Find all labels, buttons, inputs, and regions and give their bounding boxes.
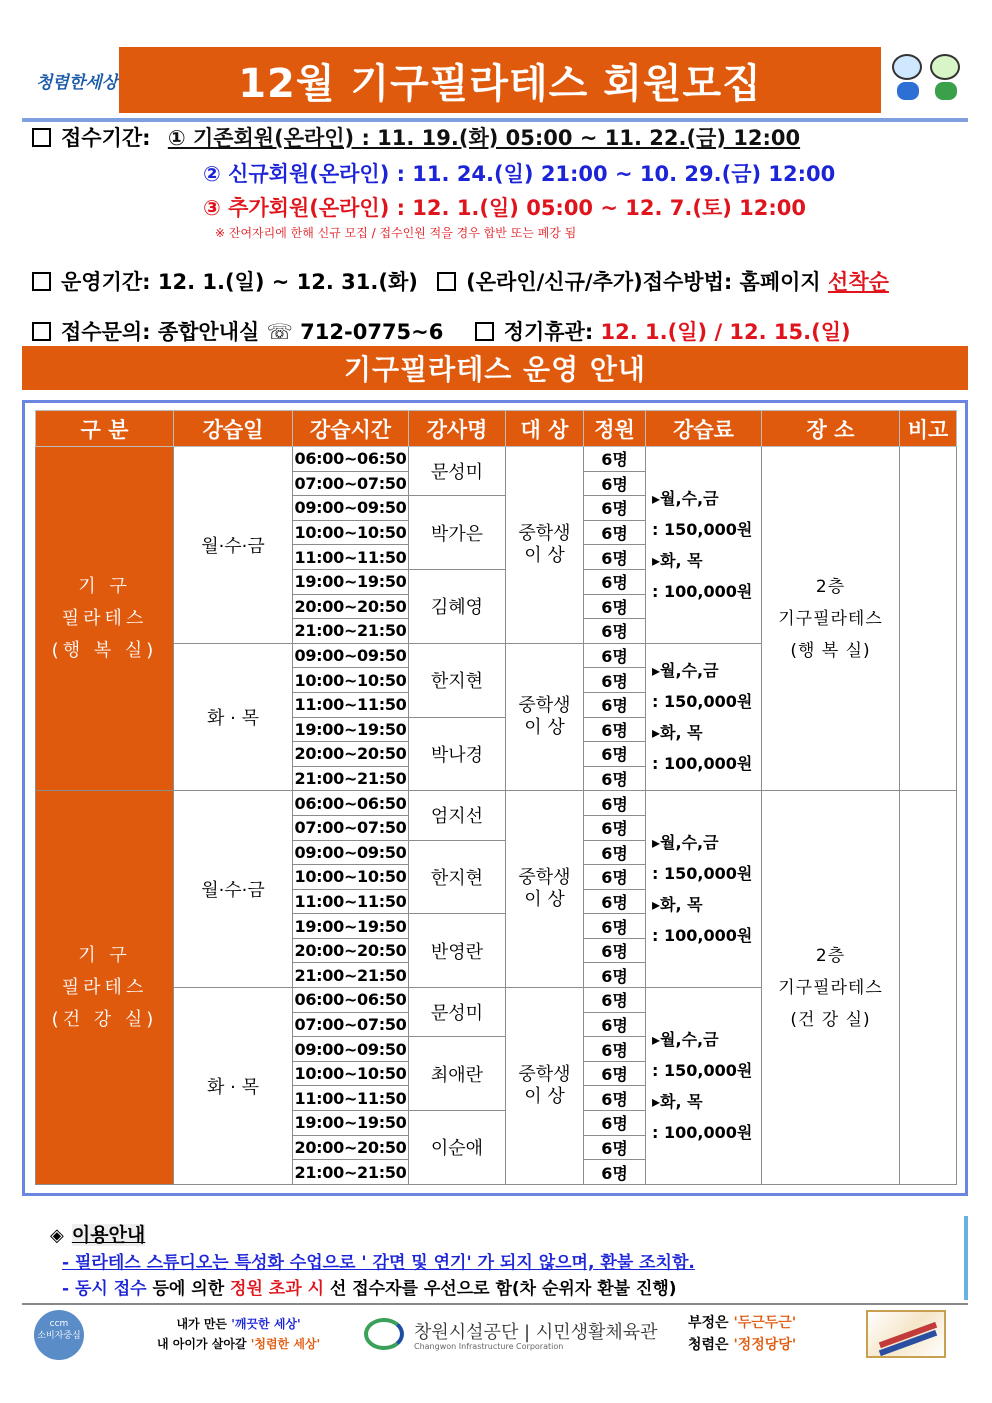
capacity-cell: 6명 [584,938,646,963]
section-title: 기구필라테스 운영 안내 [22,346,968,390]
slogan-text: 부정은 [688,1315,734,1331]
header-time: 강습시간 [293,411,409,447]
capacity-cell: 6명 [584,889,646,914]
header-target: 대 상 [506,411,584,447]
reception-line-1 [32,122,800,152]
category-health-room: 기 구 필라테스 (건 강 실) [36,791,174,1185]
time-cell: 20:00~20:50 [293,938,409,963]
instructor-cell: 반영란 [409,914,506,988]
header [22,40,968,120]
time-cell: 10:00~10:50 [293,520,409,545]
mascot-green-icon [930,54,962,102]
capacity-cell: 6명 [584,1135,646,1160]
certificate-emblem-icon [866,1310,946,1358]
checkbox-icon [475,322,494,341]
mascot-images [888,48,968,112]
days-mwf: 월·수·금 [174,791,293,988]
period-line [32,266,889,296]
reception-label: 접수기간: [61,126,151,150]
instructor-cell: 박가은 [409,496,506,570]
time-cell: 06:00~06:50 [293,791,409,816]
instructor-cell: 김혜영 [409,569,506,643]
capacity-cell: 6명 [584,1111,646,1136]
usage-title [50,1220,145,1247]
time-cell: 11:00~11:50 [293,1086,409,1111]
capacity-cell: 6명 [584,545,646,570]
time-cell: 10:00~10:50 [293,865,409,890]
header-note: 비고 [900,411,957,447]
header-instructor: 강사명 [409,411,506,447]
checkbox-icon [437,272,456,291]
slogan-text: 내가 만든 [176,1317,232,1331]
instructor-cell: 최애란 [409,1037,506,1111]
capacity-cell: 6명 [584,1061,646,1086]
time-cell: 07:00~07:50 [293,815,409,840]
time-cell: 21:00~21:50 [293,766,409,791]
checkbox-icon [32,128,51,147]
integrity-slogan [688,1312,796,1356]
time-cell: 19:00~19:50 [293,717,409,742]
time-cell: 10:00~10:50 [293,668,409,693]
capacity-cell: 6명 [584,471,646,496]
time-cell: 11:00~11:50 [293,545,409,570]
clean-world-slogan [157,1314,320,1354]
instructor-cell: 박나경 [409,717,506,791]
footer [22,1308,968,1368]
usage-text: 선 접수자를 우선으로 함(차 순위자 환불 진행) [324,1279,677,1299]
note-cell [900,447,957,791]
slogan-highlight: '두근두근' [733,1315,797,1331]
time-cell: 21:00~21:50 [293,619,409,644]
capacity-cell: 6명 [584,791,646,816]
target-cell: 중학생 이 상 [506,791,584,988]
target-cell: 중학생 이 상 [506,643,584,791]
checkbox-icon [32,322,51,341]
instructor-cell: 문성미 [409,447,506,496]
time-cell: 06:00~06:50 [293,988,409,1013]
usage-simultaneous: - 동시 접수 [62,1279,147,1299]
slogan-highlight: '청렴한 세상' [250,1337,321,1351]
header-capacity: 정원 [584,411,646,447]
usage-guide [22,1216,968,1300]
time-cell: 21:00~21:50 [293,1160,409,1185]
table-header-row [36,411,957,447]
fee-cell: ▸월,수,금 : 150,000원 ▸화, 목 : 100,000원 [646,447,762,644]
slogan-highlight: '깨끗한 세상' [231,1317,301,1331]
application-method: (온라인/신규/추가)접수방법: 홈페이지 [466,270,829,294]
place-health-room: 2층 기구필라테스 (건 강 실) [762,791,900,1185]
time-cell: 07:00~07:50 [293,471,409,496]
time-cell: 19:00~19:50 [293,569,409,594]
time-cell: 21:00~21:50 [293,963,409,988]
diamond-icon: ◈ [50,1225,64,1246]
capacity-cell: 6명 [584,717,646,742]
capacity-cell: 6명 [584,692,646,717]
capacity-cell: 6명 [584,496,646,521]
integrity-logo: 청렴한세상 [35,72,119,93]
time-cell: 19:00~19:50 [293,914,409,939]
checkbox-icon [32,272,51,291]
usage-over-capacity: 정원 초과 시 [230,1279,324,1299]
time-cell: 09:00~09:50 [293,643,409,668]
holiday-dates: 12. 1.(일) / 12. 15.(일) [600,320,851,344]
days-tt: 화 · 목 [174,988,293,1185]
capacity-cell: 6명 [584,766,646,791]
usage-text: 등에 의한 [146,1279,231,1299]
usage-line-1: - 필라테스 스튜디오는 특성화 수업으로 ' 감면 및 연기' 가 되지 않으며, 환불 조치함. [62,1253,695,1273]
mascot-blue-icon [892,54,924,102]
slogan-highlight: '정정당당' [733,1337,797,1353]
page-title: 12월 기구필라테스 회원모집 [119,47,881,113]
note-cell [900,791,957,1185]
time-cell: 07:00~07:50 [293,1012,409,1037]
table-row [36,791,957,816]
target-cell: 중학생 이 상 [506,447,584,644]
instructor-cell: 엄지선 [409,791,506,840]
reception-new: ② 신규회원(온라인) : 11. 24.(일) 21:00 ~ 10. 29.(금) 12:00 [203,162,836,186]
time-cell: 20:00~20:50 [293,742,409,767]
capacity-cell: 6명 [584,520,646,545]
instructor-cell: 문성미 [409,988,506,1037]
fee-cell: ▸월,수,금 : 150,000원 ▸화, 목 : 100,000원 [646,643,762,791]
time-cell: 19:00~19:50 [293,1111,409,1136]
capacity-cell: 6명 [584,914,646,939]
table-row [36,447,957,472]
capacity-cell: 6명 [584,988,646,1013]
inquiry-contact: 접수문의: 종합안내실 ☏ 712-0775~6 [61,320,444,344]
instructor-cell: 이순애 [409,1111,506,1185]
reception-note: ※ 잔여자리에 한해 신규 모집 / 접수인원 적을 경우 합반 또는 폐강 됨 [215,226,577,240]
header-days: 강습일 [174,411,293,447]
ccm-badge-icon: ccm 소비자중심 [34,1310,84,1360]
capacity-cell: 6명 [584,840,646,865]
inquiry-line [32,316,851,346]
capacity-cell: 6명 [584,865,646,890]
instructor-cell: 한지현 [409,840,506,914]
time-cell: 11:00~11:50 [293,692,409,717]
capacity-cell: 6명 [584,1086,646,1111]
instructor-cell: 한지현 [409,643,506,717]
footer-divider [22,1303,968,1305]
category-happy-room: 기 구 필라테스 (행 복 실) [36,447,174,791]
reception-additional: ③ 추가회원(온라인) : 12. 1.(일) 05:00 ~ 12. 7.(토) 12:00 [203,196,807,220]
capacity-cell: 6명 [584,1037,646,1062]
time-cell: 06:00~06:50 [293,447,409,472]
capacity-cell: 6명 [584,668,646,693]
usage-title-text: 이용안내 [71,1224,146,1246]
organization-name: 창원시설공단 | 시민생활체육관 [414,1322,658,1343]
capacity-cell: 6명 [584,742,646,767]
target-cell: 중학생 이 상 [506,988,584,1185]
slogan-text: 내 아이가 살아갈 [157,1337,251,1351]
first-come-label: 선착순 [828,270,889,294]
fee-cell: ▸월,수,금 : 150,000원 ▸화, 목 : 100,000원 [646,988,762,1185]
time-cell: 20:00~20:50 [293,1135,409,1160]
capacity-cell: 6명 [584,1160,646,1185]
schedule-table-frame [22,400,968,1196]
capacity-cell: 6명 [584,594,646,619]
organization-logo [364,1312,664,1356]
days-mwf: 월·수·금 [174,447,293,644]
capacity-cell: 6명 [584,963,646,988]
capacity-cell: 6명 [584,619,646,644]
capacity-cell: 6명 [584,569,646,594]
header-category: 구 분 [36,411,174,447]
fee-cell: ▸월,수,금 : 150,000원 ▸화, 목 : 100,000원 [646,791,762,988]
time-cell: 20:00~20:50 [293,594,409,619]
header-place: 장 소 [762,411,900,447]
capacity-cell: 6명 [584,643,646,668]
time-cell: 10:00~10:50 [293,1061,409,1086]
corporation-logo-icon [364,1318,404,1350]
days-tt: 화 · 목 [174,643,293,791]
reception-existing: ① 기존회원(온라인) : 11. 19.(화) 05:00 ~ 11. 22.(금) 12:00 [167,126,801,150]
organization-subtitle: Changwon Infrastructure Corporation [414,1342,564,1351]
holiday-label: 정기휴관: [503,320,601,344]
time-cell: 09:00~09:50 [293,1037,409,1062]
schedule-table [35,410,957,1185]
operation-period: 운영기간: 12. 1.(일) ~ 12. 31.(화) [61,270,418,294]
capacity-cell: 6명 [584,1012,646,1037]
time-cell: 09:00~09:50 [293,496,409,521]
time-cell: 11:00~11:50 [293,889,409,914]
time-cell: 09:00~09:50 [293,840,409,865]
usage-line-2 [62,1274,677,1299]
slogan-text: 청렴은 [688,1337,734,1353]
capacity-cell: 6명 [584,815,646,840]
place-happy-room: 2층 기구필라테스 (행 복 실) [762,447,900,791]
capacity-cell: 6명 [584,447,646,472]
header-fee: 강습료 [646,411,762,447]
